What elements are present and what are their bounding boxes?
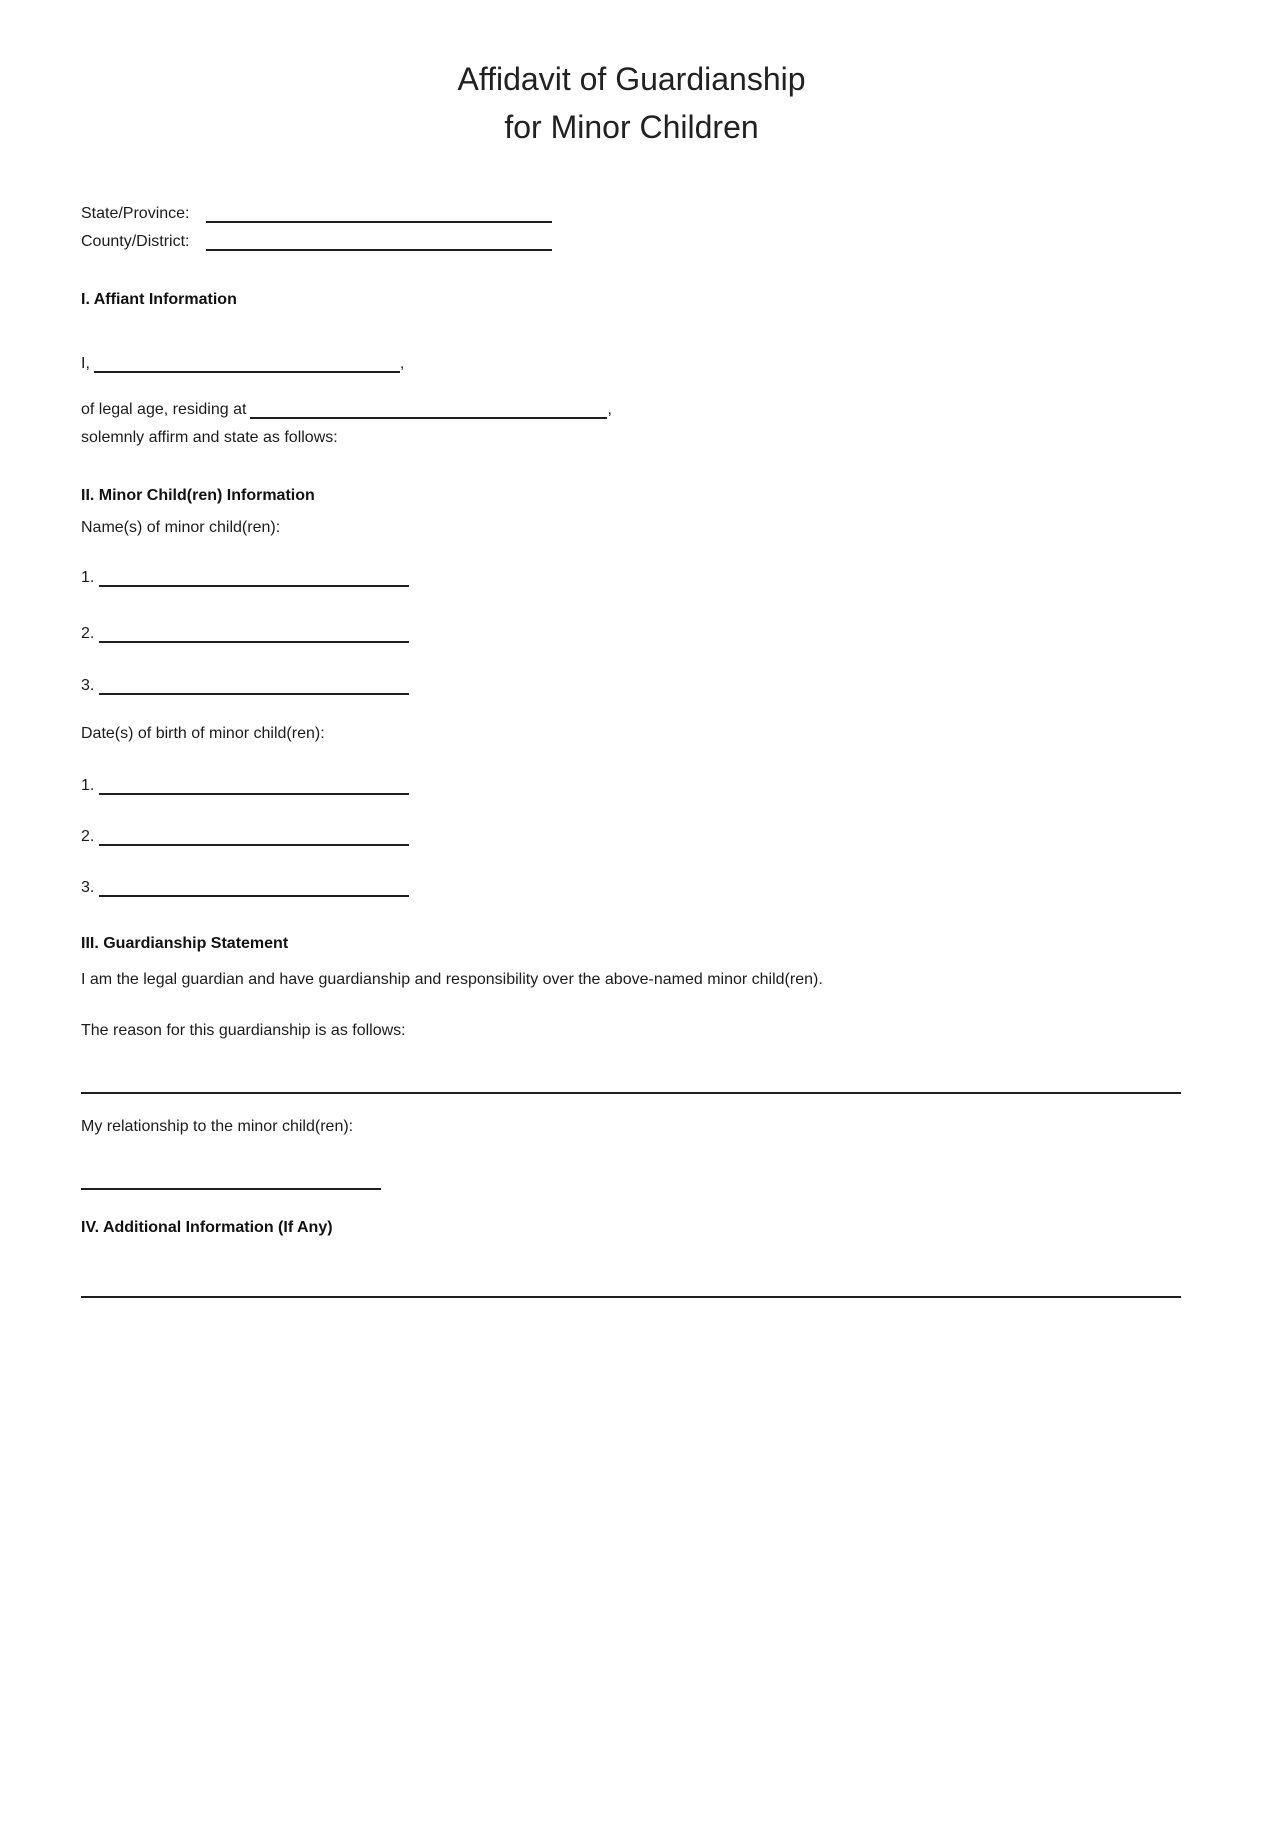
guardianship-reason-input-line[interactable] — [81, 1092, 1181, 1094]
affiant-name-input[interactable] — [94, 357, 400, 373]
section-heading-affiant-information: I. Affiant Information — [81, 291, 237, 308]
section-heading-minor-children-information: II. Minor Child(ren) Information — [81, 487, 315, 504]
child-birthdate-number-3: 3. — [81, 879, 95, 896]
child-birthdate-number-2: 2. — [81, 828, 95, 845]
child-names-label: Name(s) of minor child(ren): — [81, 519, 281, 536]
relationship-input-line[interactable] — [81, 1188, 381, 1190]
child-name-input-2[interactable] — [99, 627, 409, 643]
county-district-row — [81, 230, 1182, 254]
state-province-label: State/Province: — [81, 205, 190, 222]
additional-information-input-line[interactable] — [81, 1296, 1181, 1298]
affiant-name-prefix: I, — [81, 355, 90, 372]
child-name-input-3[interactable] — [99, 679, 409, 695]
affirm-statement-text: solemnly affirm and state as follows: — [81, 429, 338, 446]
affiant-address-input[interactable] — [250, 403, 607, 419]
relationship-label: My relationship to the minor child(ren): — [81, 1118, 354, 1135]
child-name-number-2: 2. — [81, 625, 95, 642]
child-birthdate-number-1: 1. — [81, 777, 95, 794]
affiant-name-suffix: , — [399, 355, 405, 372]
affiant-address-row — [81, 398, 1182, 422]
child-birthdate-row-2 — [81, 825, 1182, 849]
affiant-name-row — [81, 352, 1182, 376]
child-name-number-1: 1. — [81, 569, 95, 586]
child-name-row-3 — [81, 674, 1182, 698]
child-name-row-1 — [81, 566, 1182, 590]
state-province-row — [81, 202, 1182, 226]
child-birthdates-label: Date(s) of birth of minor child(ren): — [81, 725, 325, 742]
county-district-input[interactable] — [206, 235, 552, 251]
section-heading-guardianship-statement: III. Guardianship Statement — [81, 935, 289, 952]
affiant-address-suffix: , — [607, 401, 612, 418]
document-title-line2: for Minor Children — [504, 109, 759, 145]
child-name-row-2 — [81, 622, 1182, 646]
document-title-line1: Affidavit of Guardianship — [457, 61, 806, 97]
child-birthdate-row-3 — [81, 876, 1182, 900]
child-birthdate-row-1 — [81, 774, 1182, 798]
section-heading-additional-information: IV. Additional Information (If Any) — [81, 1219, 333, 1236]
child-name-number-3: 3. — [81, 677, 95, 694]
guardianship-statement-text: I am the legal guardian and have guardianship and responsibility over the above-named minor child(ren). — [81, 971, 823, 988]
child-name-input-1[interactable] — [99, 571, 409, 587]
guardianship-reason-label: The reason for this guardianship is as follows: — [81, 1022, 406, 1039]
affiant-address-prefix: of legal age, residing at — [81, 401, 247, 418]
child-birthdate-input-2[interactable] — [99, 830, 409, 846]
county-district-label: County/District: — [81, 233, 190, 250]
state-province-input[interactable] — [206, 207, 552, 223]
child-birthdate-input-3[interactable] — [99, 881, 409, 897]
child-birthdate-input-1[interactable] — [99, 779, 409, 795]
